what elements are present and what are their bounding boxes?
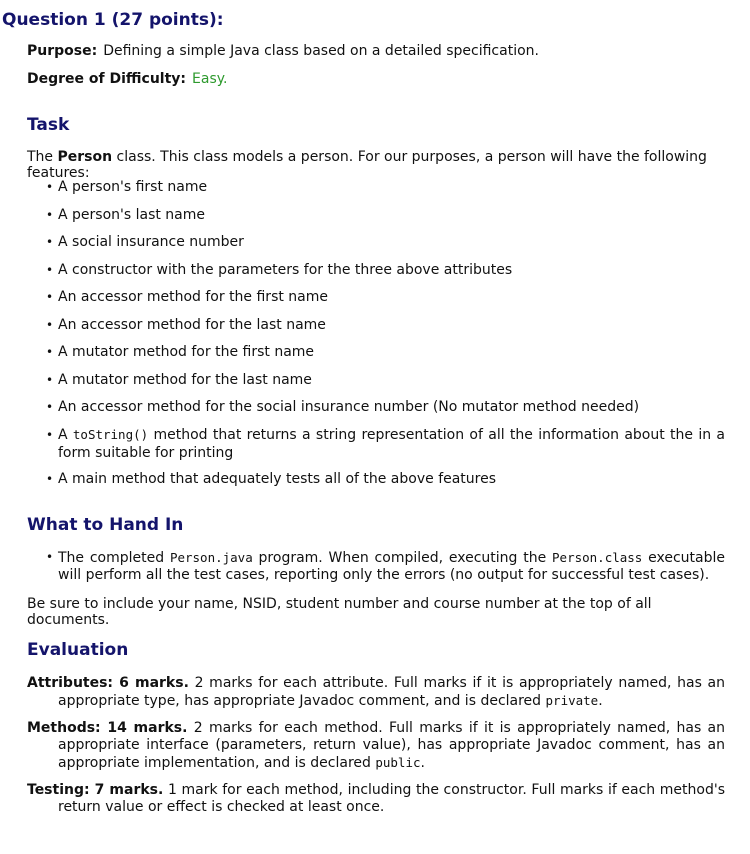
list-item: • An accessor method for the last name bbox=[46, 317, 326, 333]
difficulty-line bbox=[27, 71, 227, 87]
list-item: • A person's last name bbox=[46, 207, 206, 223]
task-intro bbox=[27, 149, 725, 181]
eval-methods-label: Methods: 14 marks. bbox=[27, 720, 188, 736]
list-item: • A mutator method for the last name bbox=[46, 372, 312, 388]
eval-methods: Methods: 14 marks. 2 marks for each method. Full marks if it is appropriately named, has an appropriate interface (parameters, return value), has appropriate Javadoc comment, has an appropriate implementation, and is declared public. bbox=[27, 720, 725, 771]
purpose-text: Defining a simple Java class based on a detailed specification. bbox=[103, 43, 539, 59]
hand-in-note: Be sure to include your name, NSID, student number and course number at the top of all documents. bbox=[27, 596, 652, 628]
purpose-label: Purpose: bbox=[27, 43, 98, 59]
list-item: • An accessor method for the first name bbox=[46, 289, 328, 305]
purpose-line bbox=[27, 43, 539, 59]
list-item: • A main method that adequately tests all of the above features bbox=[46, 471, 497, 487]
list-item: • A constructor with the parameters for the three above attributes bbox=[46, 262, 513, 278]
class-name: Person bbox=[57, 149, 113, 165]
task-intro-pre: The bbox=[27, 149, 58, 165]
eval-attributes-label: Attributes: 6 marks. bbox=[27, 675, 189, 691]
person-java-code: Person.java bbox=[169, 550, 253, 565]
list-item-tostring: • A toString() method that returns a string representation of all the information about the in a form suitable for printing bbox=[46, 427, 726, 461]
task-heading: Task bbox=[27, 115, 70, 135]
evaluation-heading: Evaluation bbox=[27, 640, 129, 660]
hand-in-list bbox=[46, 549, 725, 584]
tostring-code: toString() bbox=[72, 427, 149, 442]
person-class-code: Person.class bbox=[552, 550, 643, 565]
list-item: • A social insurance number bbox=[46, 234, 244, 250]
eval-testing: Testing: 7 marks. 1 mark for each method, including the constructor. Full marks if each method's return value or effect is checked at least once. bbox=[27, 782, 725, 815]
task-intro-post: class. This class models a person. For our purposes, a person will have the following features: bbox=[27, 149, 707, 181]
list-item: • A person's first name bbox=[46, 179, 208, 195]
list-item: • An accessor method for the social insurance number (No mutator method needed) bbox=[46, 399, 640, 415]
difficulty-label: Degree of Difficulty: bbox=[27, 71, 187, 87]
list-item: • The completed Person.java program. When compiled, executing the Person.class executable will perform all the test cases, reporting only the errors (no output for successful test cases). bbox=[46, 550, 725, 583]
hand-in-heading: What to Hand In bbox=[27, 515, 184, 535]
eval-attributes: Attributes: 6 marks. 2 marks for each attribute. Full marks if it is appropriately named, has an appropriate type, has appropriate Javadoc comment, and is declared private. bbox=[27, 675, 726, 709]
private-code: private bbox=[545, 693, 599, 708]
list-item: • A mutator method for the first name bbox=[46, 344, 315, 360]
question-title: Question 1 (27 points): bbox=[2, 10, 224, 30]
eval-testing-label: Testing: 7 marks. bbox=[27, 782, 164, 798]
difficulty-value: Easy. bbox=[192, 71, 228, 87]
public-code: public bbox=[375, 755, 421, 770]
